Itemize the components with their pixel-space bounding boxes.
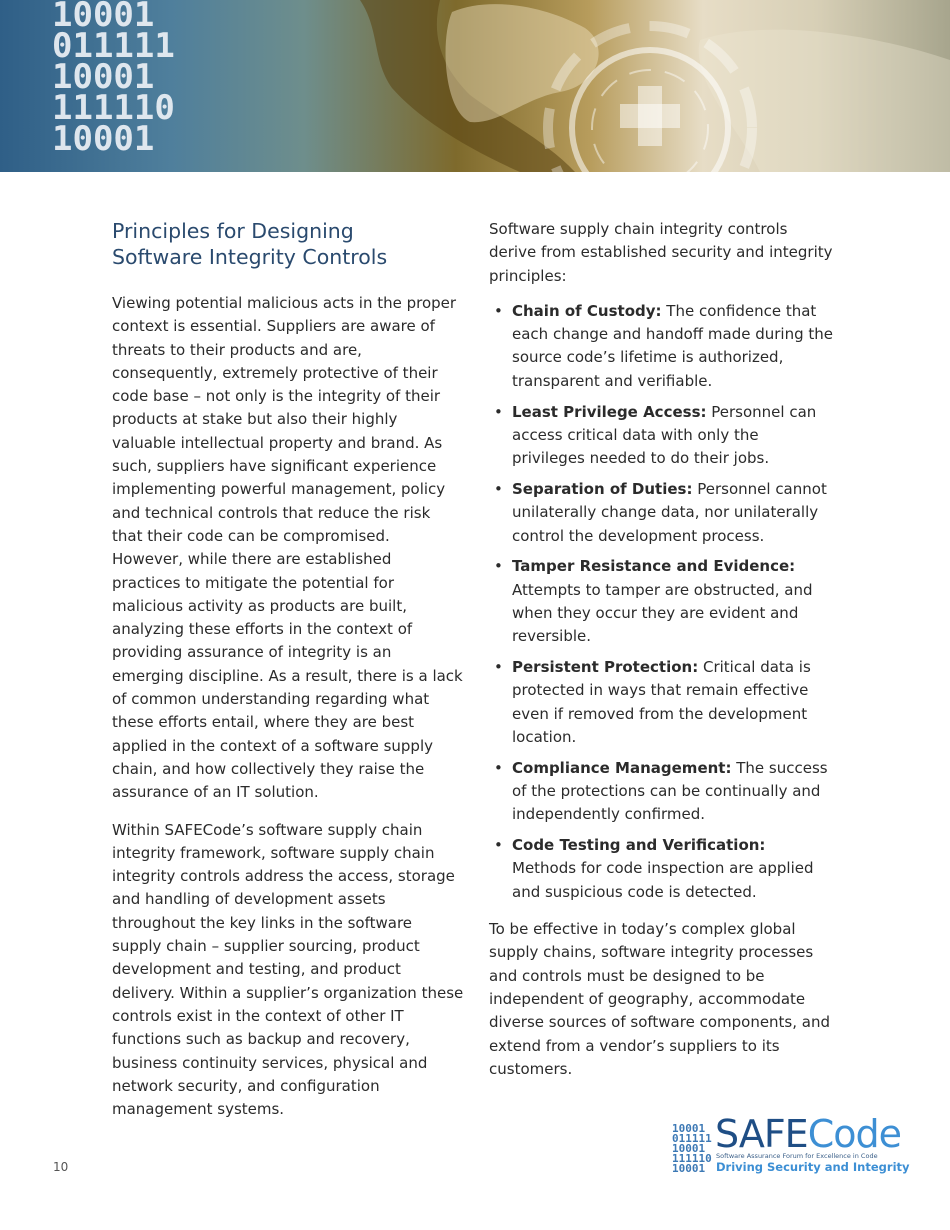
- page-number: 10: [53, 1160, 69, 1174]
- logo-binary-icon: [672, 1124, 712, 1174]
- logo-tagline: Driving Security and Integrity: [716, 1160, 910, 1174]
- binary-line: 011111: [52, 26, 175, 66]
- principle-term: Code Testing and Verification:: [512, 836, 766, 855]
- principle-term: Compliance Management:: [512, 758, 732, 777]
- principle-compliance-management: [489, 757, 834, 827]
- logo-subtitle: Software Assurance Forum for Excellence in Code: [716, 1152, 878, 1160]
- binary-line: 111110: [52, 88, 175, 128]
- principle-term: Tamper Resistance and Evidence:: [512, 557, 796, 576]
- principle-text: Critical data is protected in ways that remain effective even if removed from the development location.: [512, 658, 811, 746]
- principle-text: The confidence that each change and handoff made during the source code’s lifetime is authorized, transparent and verifiable.: [512, 301, 834, 390]
- binary-code-graphic: [52, 0, 175, 159]
- principle-term: Chain of Custody:: [512, 301, 662, 320]
- logo-wordmark: [715, 1114, 901, 1154]
- heading-line-2: Software Integrity Controls: [112, 245, 388, 269]
- principle-persistent-protection: [489, 656, 834, 749]
- logo-binary-line: 10001: [672, 1122, 706, 1135]
- principles-intro: Software supply chain integrity controls derive from established security and integrity principles:: [489, 220, 833, 285]
- logo-binary-line: 10001: [672, 1142, 706, 1155]
- principle-text: Personnel cannot unilaterally change data, nor unilaterally control the development process.: [512, 479, 827, 545]
- principle-text: The success of the protections can be continually and independently confirmed.: [512, 758, 828, 824]
- principles-list: [489, 300, 834, 904]
- logo-binary-line: 111110: [672, 1152, 712, 1165]
- paragraph-context: Viewing potential malicious acts in the proper context is essential. Suppliers are aware of threats to their products and are, consequently, extremely protective of their code base – not only is the integrity of their products at stake but also their highly valuable intellectual property and brand. As such, suppliers have significant experience implementing powerful management, policy and technical controls that reduce the risk that their code can be compromised. However, while there are established practices to mitigate the potential for malicious activity as products are built, analyzing these efforts in the context of providing assurance of integrity is an emerging discipline. As a result, there is a lack of common understanding regarding what these efforts entail, where they are best applied in the context of a software supply chain, and how collectively they raise the assurance of an IT solution.: [112, 294, 463, 802]
- section-heading: [112, 218, 464, 270]
- logo-binary-line: 011111: [672, 1132, 712, 1145]
- binary-line: 10001: [52, 0, 155, 35]
- heading-line-1: Principles for Designing: [112, 219, 354, 243]
- binary-line: 10001: [52, 57, 155, 97]
- logo-binary-line: 10001: [672, 1162, 706, 1175]
- binary-line: 10001: [52, 119, 155, 159]
- right-column: [489, 218, 834, 1081]
- principle-term: Least Privilege Access:: [512, 402, 707, 421]
- principle-text: Attempts to tamper are obstructed, and when they occur they are evident and reversible.: [512, 580, 813, 646]
- closing-paragraph: To be effective in today’s complex global supply chains, software integrity processes and controls must be designed to be independent of geography, accommodate diverse sources of software components, and extend from a vendor’s suppliers to its customers.: [489, 920, 831, 1078]
- principle-separation-of-duties: [489, 478, 834, 548]
- safecode-logo: [672, 1112, 910, 1180]
- principle-term: Persistent Protection:: [512, 658, 699, 677]
- logo-safe-text: SAFE: [715, 1112, 808, 1156]
- logo-code-text: Code: [807, 1112, 901, 1156]
- principle-tamper-resistance: [489, 555, 834, 648]
- header-banner: [0, 0, 950, 172]
- principle-text: Methods for code inspection are applied and suspicious code is detected.: [512, 859, 814, 901]
- paragraph-framework: Within SAFECode’s software supply chain integrity framework, software supply chain integrity controls address the access, storage and handling of development assets throughout the key links in the software supply chain – supplier sourcing, product development and testing, and product delivery. Within a supplier’s organization these controls exist in the context of other IT functions such as backup and recovery, business continuity services, physical and network security, and configuration management systems.: [112, 820, 464, 1119]
- principle-text: Personnel can access critical data with only the privileges needed to do their jobs.: [512, 402, 817, 468]
- principle-chain-of-custody: [489, 300, 834, 393]
- principle-least-privilege: [489, 401, 834, 471]
- principle-code-testing: [489, 834, 834, 904]
- left-column: [112, 218, 464, 1121]
- principle-term: Separation of Duties:: [512, 479, 693, 498]
